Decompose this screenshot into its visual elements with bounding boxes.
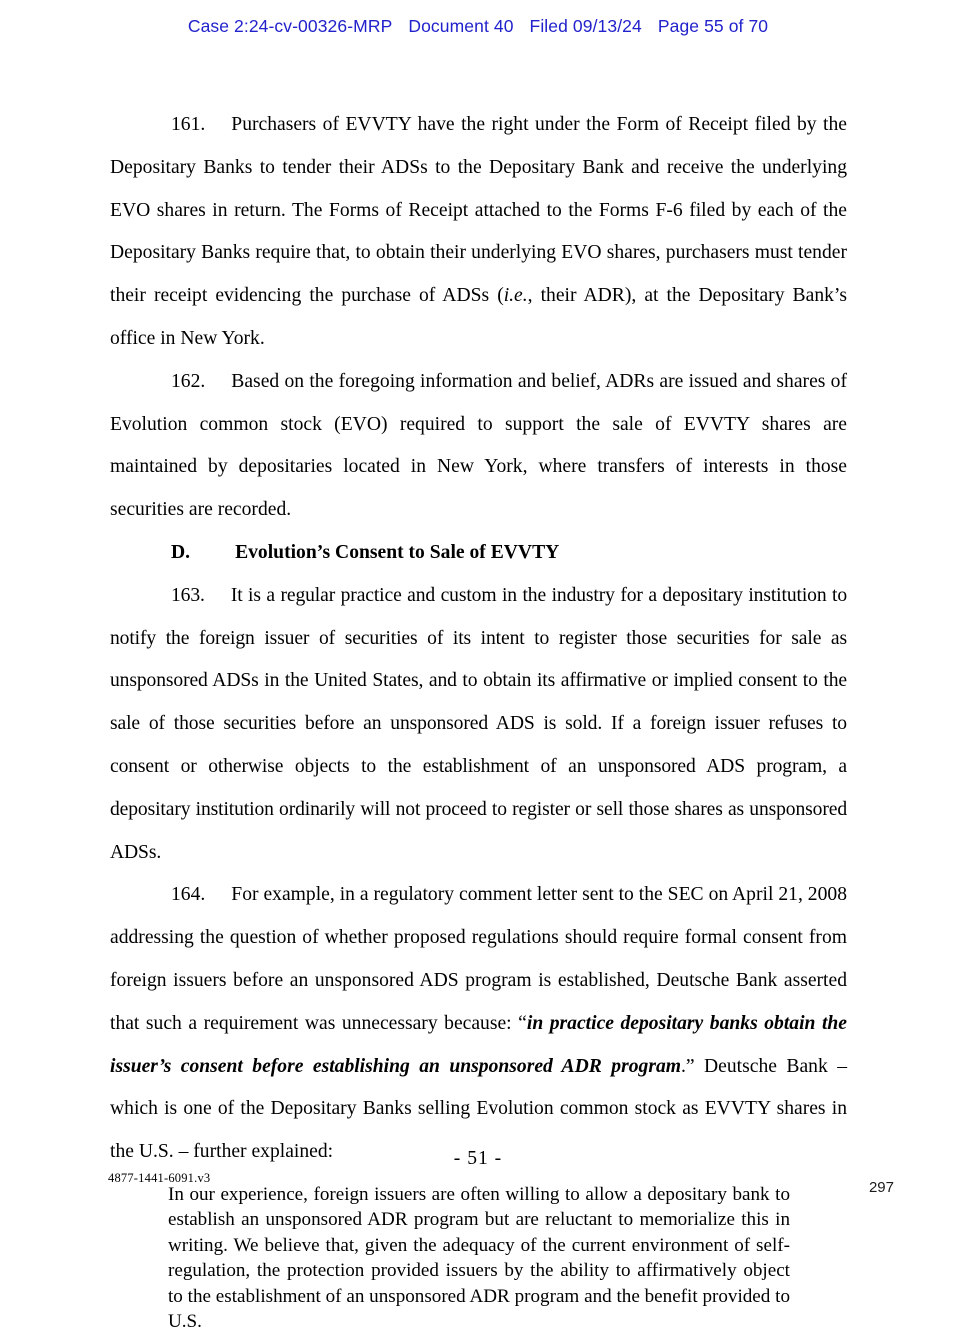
bates-number: 297 [868, 1179, 894, 1196]
document-id-footer: 4877-1441-6091.v3 [108, 1171, 211, 1185]
section-heading-d [110, 532, 847, 575]
paragraph-number: 163. [171, 584, 205, 606]
ecf-filed-date: Filed 09/13/24 [529, 16, 642, 36]
block-quote-deutsche-bank: In our experience, foreign issuers are often willing to allow a depositary bank to establish an unsponsored ADR program but are reluctant to memorialize this in writing. We believe that, given the adequacy of the current environment of self-regulation, the protection provided issuers by the ability to affirmatively object to the establishment of an unsponsored ADR program and the benefit provided to U.S. [168, 1183, 790, 1332]
paragraph-text-tail: , their ADR), at the Depositary Bank’s office in New York. [110, 285, 847, 349]
ecf-page-of: Page 55 of 70 [657, 16, 769, 36]
paragraph-162 [110, 361, 847, 532]
paragraph-161 [110, 104, 847, 361]
paragraph-164 [110, 874, 847, 1174]
ecf-case-number: Case 2:24-cv-00326-MRP [187, 16, 393, 36]
paragraph-163 [110, 575, 847, 875]
paragraph-number: 162. [171, 370, 206, 392]
section-title: Evolution’s Consent to Sale of EVVTY [235, 541, 560, 563]
paragraph-text: Based on the foregoing information and belief, ADRs are issued and shares of Evolution common stock (EVO) required to support the sale of EVVTY shares are maintained by depositaries located in New York, where transfers of interests in those securities are recorded. [110, 370, 847, 521]
paragraph-text: It is a regular practice and custom in the industry for a depositary institution to notify the foreign issuer of securities of its intent to register those securities for sale as unsponsored ADSs in the United States, and to obtain its affirmative or implied consent to the sale of those securities before an unsponsored ADS is sold. If a foreign issuer refuses to consent or otherwise objects to the establishment of an unsponsored ADS program, a depositary institution ordinarily will not proceed to register or sell those shares as unsponsored ADSs. [110, 584, 847, 863]
paragraph-number: 164. [171, 884, 206, 906]
ecf-document-number: Document 40 [408, 16, 514, 36]
ecf-header-stamp [0, 16, 956, 37]
inline-italic-ie: i.e. [503, 285, 528, 307]
deutsche-bank-quote: in practice depositary banks obtain the issuer’s consent before establishing an unsponsored ADR program [110, 1012, 848, 1077]
section-letter: D. [171, 541, 191, 563]
paragraph-text: Purchasers of EVVTY have the right under the Form of Receipt filed by the Depositary Banks to tender their ADSs to the Depositary Bank and receive the underlying EVO shares in return. The Forms of Receipt attached to the Forms F-6 filed by each of the Depositary Banks require that, to obtain their underlying EVO shares, purchasers must tender their receipt evidencing the purchase of ADSs ( [110, 114, 847, 307]
paragraph-text-tail: .” Deutsche Bank – which is one of the Depositary Banks selling Evolution common stock as EVVTY shares in the U.S. – further explained: [110, 1055, 847, 1163]
paragraph-number: 161. [171, 114, 206, 135]
paragraph-text: For example, in a regulatory comment letter sent to the SEC on April 21, 2008 addressing the question of whether proposed regulations should require formal consent from foreign issuers before an unsponsored ADS program is established, Deutsche Bank asserted that such a requirement was unnecessary because: “ [110, 884, 847, 1034]
page-number: - 51 - [453, 1148, 503, 1169]
